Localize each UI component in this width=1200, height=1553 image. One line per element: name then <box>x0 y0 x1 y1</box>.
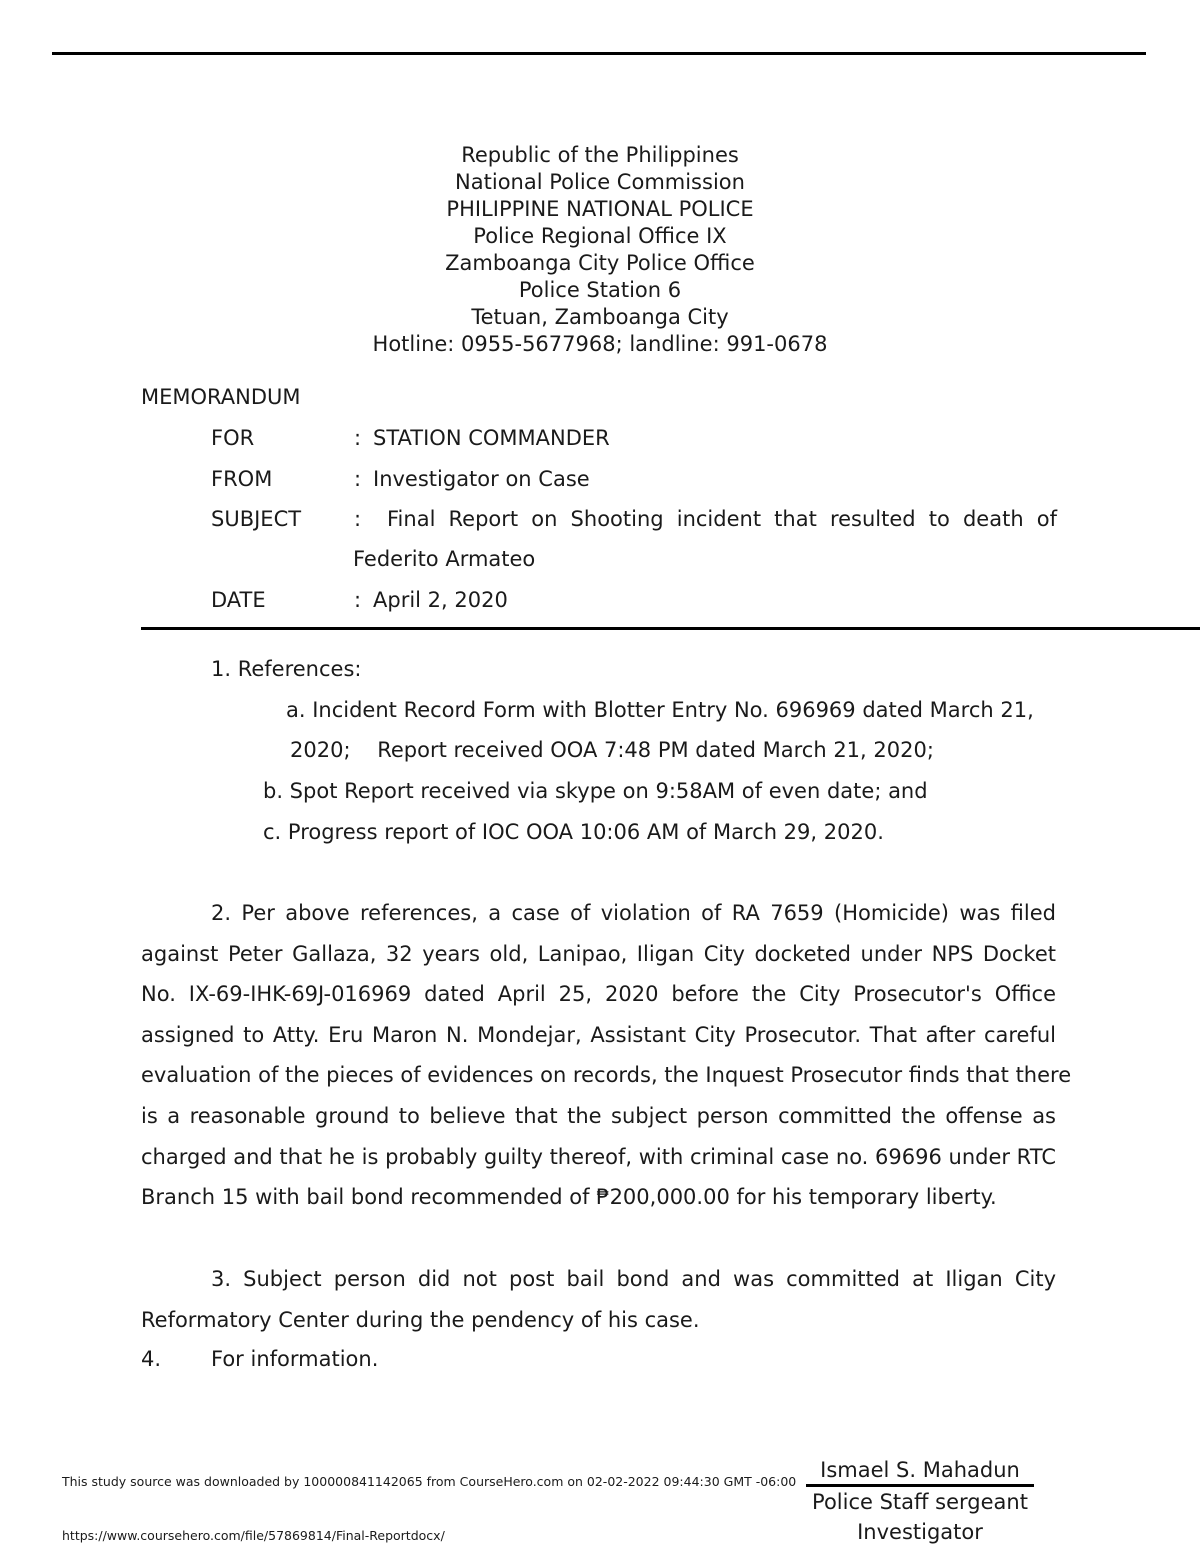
letterhead-republic: Republic of the Philippines <box>461 143 739 167</box>
letterhead-city-office: Zamboanga City Police Office <box>445 251 755 275</box>
memo-from-value: Investigator on Case <box>373 467 590 491</box>
memo-subject-value: Final Report on Shooting incident that resulted to death of <box>387 507 1057 531</box>
reference-b: b. Spot Report received via skype on 9:58AM of even date; and <box>263 779 928 803</box>
paragraph-3-line: Reformatory Center during the pendency of his case. <box>141 1307 700 1332</box>
memo-for-value: STATION COMMANDER <box>373 426 610 450</box>
signatory-name: Ismael S. Mahadun <box>806 1457 1034 1487</box>
memo-for-label: FOR <box>211 426 255 450</box>
signatory-rank: Police Staff sergeant <box>812 1490 1028 1514</box>
reference-a: a. Incident Record Form with Blotter Entry No. 696969 dated March 21, <box>286 698 1034 722</box>
letterhead-pnp: PHILIPPINE NATIONAL POLICE <box>446 197 754 221</box>
memo-colon: : <box>354 588 362 612</box>
memo-colon: : <box>354 467 362 491</box>
references-heading: 1. References: <box>211 657 362 681</box>
paragraph-3-line: 3. Subject person did not post bail bond and was committed at Iligan City <box>211 1267 1056 1291</box>
memo-subject-label: SUBJECT <box>211 507 302 531</box>
memo-date-label: DATE <box>211 588 266 612</box>
letterhead-station: Police Station 6 <box>518 278 682 302</box>
paragraph-2-line: assigned to Atty. Eru Maron N. Mondejar, Assistant City Prosecutor. That after careful <box>141 1022 1056 1047</box>
letterhead <box>0 142 1200 358</box>
paragraph-2-line: is a reasonable ground to believe that the subject person committed the offense as <box>141 1103 1056 1128</box>
source-url-link[interactable]: https://www.coursehero.com/file/57869814/Final-Reportdocx/ <box>62 1528 445 1543</box>
signature-block <box>806 1457 1034 1547</box>
paragraph-2-line: Branch 15 with bail bond recommended of ₱200,000.00 for his temporary liberty. <box>141 1185 997 1210</box>
reference-c: c. Progress report of IOC OOA 10:06 AM of March 29, 2020. <box>263 820 884 844</box>
letterhead-commission: National Police Commission <box>455 170 745 194</box>
item-4-text: For information. <box>211 1347 379 1371</box>
paragraph-2-line: 2. Per above references, a case of violation of RA 7659 (Homicide) was filed <box>211 901 1056 925</box>
paragraph-2-line: against Peter Gallaza, 32 years old, Lanipao, Iligan City docketed under NPS Docket <box>141 941 1056 966</box>
letterhead-hotline: Hotline: 0955-5677968; landline: 991-0678 <box>372 332 828 356</box>
memo-divider-rule <box>141 627 1200 630</box>
memo-from-label: FROM <box>211 467 273 491</box>
paragraph-2 <box>141 893 1072 1218</box>
paragraph-2-line: evaluation of the pieces of evidences on records, the Inquest Prosecutor finds that there <box>141 1063 1072 1088</box>
memo-colon: : <box>354 426 362 450</box>
letterhead-address: Tetuan, Zamboanga City <box>471 305 729 329</box>
signatory-position: Investigator <box>857 1520 983 1544</box>
download-note: This study source was downloaded by 100000841142065 from CourseHero.com on 02-02-2022 09:44:30 GMT -06:00 <box>62 1474 797 1489</box>
memo-date-value: April 2, 2020 <box>373 588 508 612</box>
memo-title: MEMORANDUM <box>141 385 301 409</box>
reference-a-continued: 2020; Report received OOA 7:48 PM dated March 21, 2020; <box>290 738 934 762</box>
item-4-number: 4. <box>141 1347 162 1371</box>
memo-colon: : <box>354 507 362 531</box>
paragraph-3 <box>141 1259 1056 1340</box>
paragraph-2-line: charged and that he is probably guilty thereof, with criminal case no. 69696 under RTC <box>141 1144 1057 1169</box>
letterhead-regional-office: Police Regional Office IX <box>473 224 727 248</box>
paragraph-2-line: No. IX-69-IHK-69J-016969 dated April 25, 2020 before the City Prosecutor's Office <box>141 982 1056 1007</box>
top-horizontal-rule <box>52 52 1146 55</box>
memo-subject-value-continued: Federito Armateo <box>353 547 536 571</box>
